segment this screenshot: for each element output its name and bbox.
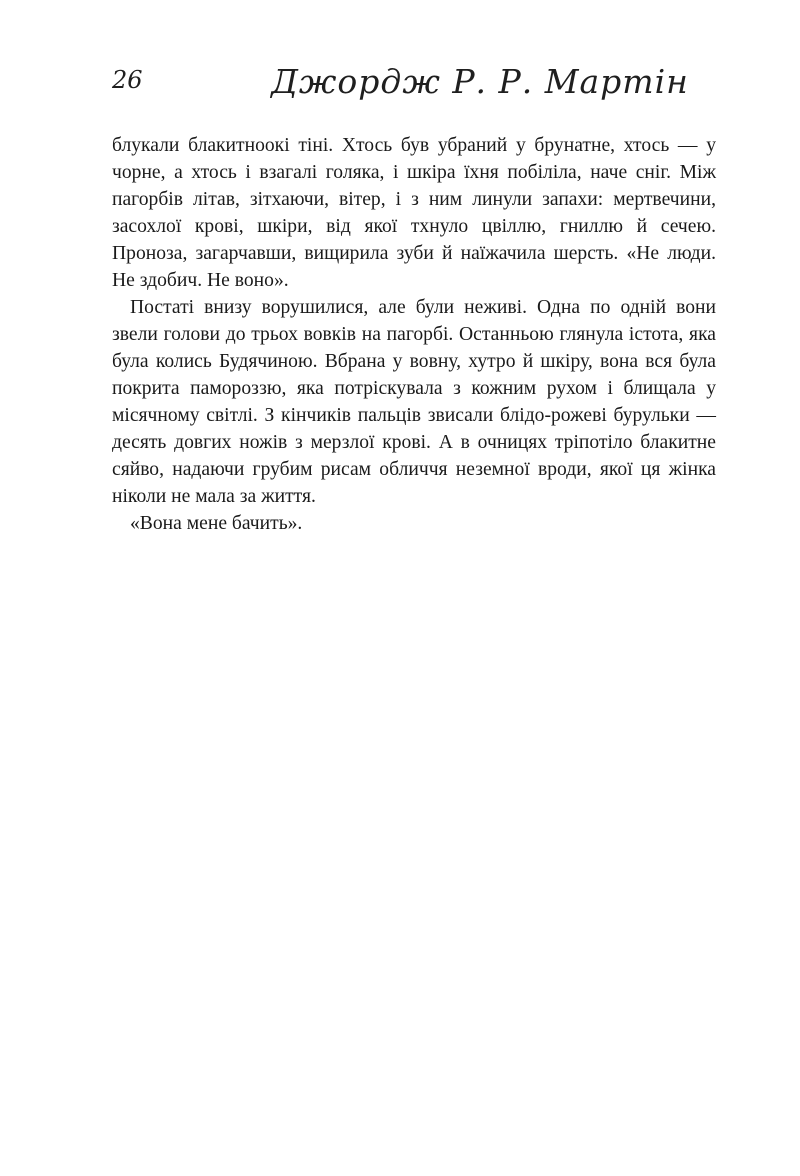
paragraph-3: «Вона мене бачить». (130, 513, 303, 534)
running-head-author: Джордж Р. Р. Мартін (271, 62, 689, 101)
running-head (112, 62, 716, 102)
paragraph-1: блукали блакитноокі тіні. Хтось був убраний у брунатне, хтось — у чорне, а хтось і взагалі голяка, і шкіра їхня побіліла, наче сніг. Між пагорбів літав, зітхаючи, вітер, і з ним линули запахи: мертвечини, засохлої крові, шкіри, від якої тхнуло цвіллю, гниллю й сечею. Проноза, загарчавши, вищирила зуби й наїжачила шерсть. «Не люди. Не здобич. Не воно». (112, 135, 716, 291)
page-number: 26 (112, 66, 143, 94)
body-text (112, 132, 716, 537)
paragraph-2: Постаті внизу ворушилися, але були неживі. Одна по одній вони звели голови до трьох вовків на пагорбі. Останньою глянула істота, яка була колись Будячиною. Вбрана у вовну, хутро й шкіру, вона вся була покрита памороззю, яка потріскувала з кожним рухом і блищала у місячному світлі. З кінчиків пальців звисали блідо-рожеві бурульки — десять довгих ножів з мерзлої крові. А в очницях тріпотіло блакитне сяйво, надаючи грубим рисам обличчя неземної вроди, якої ця жінка ніколи не мала за життя. (112, 297, 716, 507)
